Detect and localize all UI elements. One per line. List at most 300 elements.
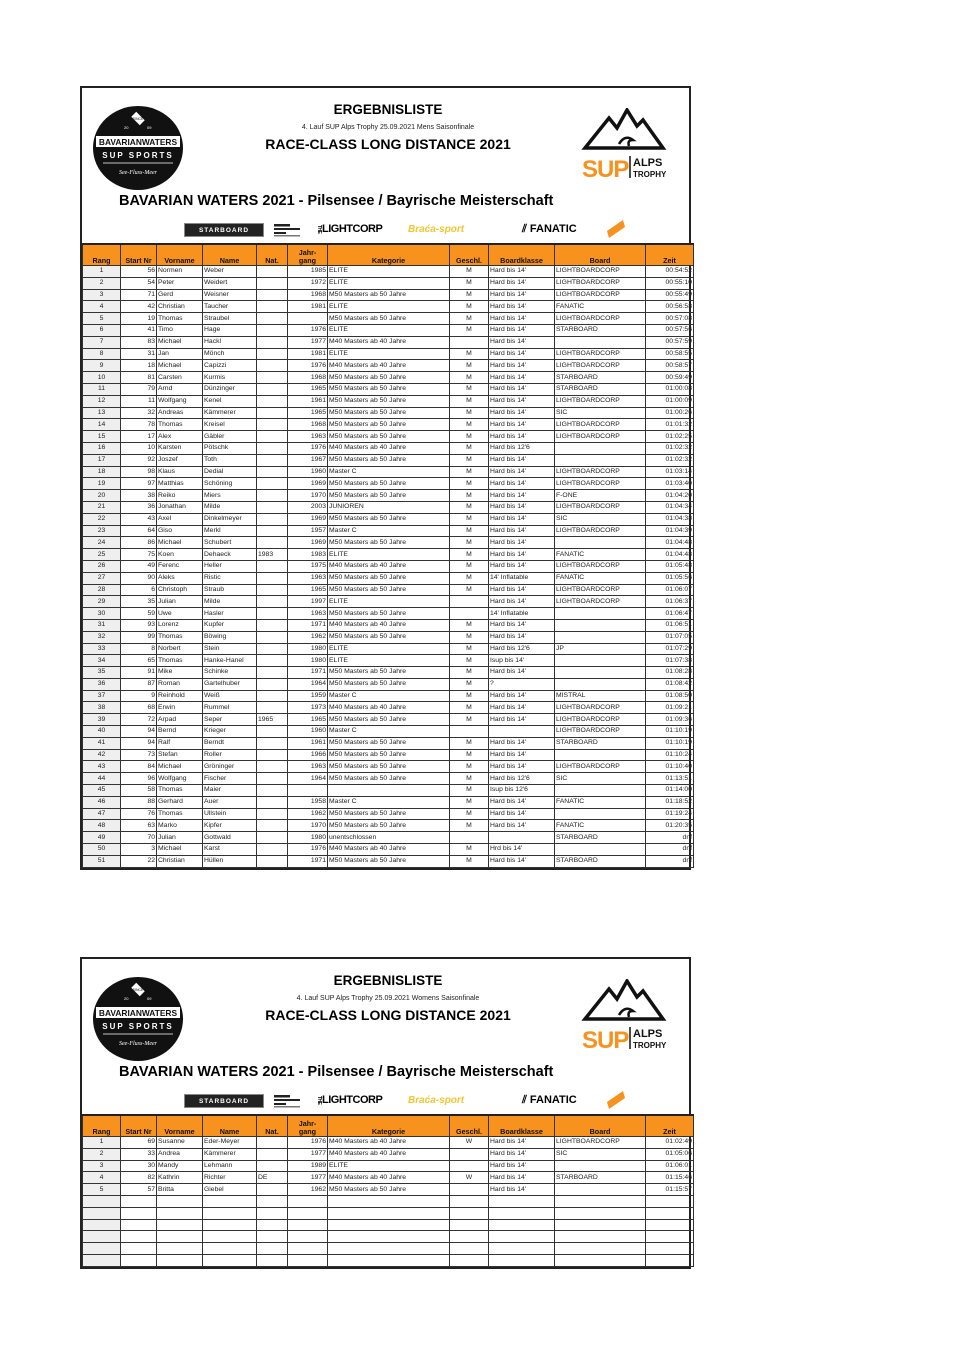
cell-geschlecht: M [450,395,489,407]
cell-name: Eder-Meyer [203,1137,257,1149]
cell-start-nr: 49 [121,560,157,572]
table-row [83,608,694,620]
sheet-header [82,88,689,243]
cell-vorname: Normen [157,266,203,278]
column-header-geschlecht: Geschl. [450,244,489,266]
column-header-rang: Rang [83,1115,121,1137]
cell-kategorie: Master C [328,726,450,738]
sponsor-bar [182,1090,632,1110]
cell-geschlecht: M [450,549,489,561]
cell-rang: 18 [83,466,121,478]
cell-jahrgang: 1976 [288,324,328,336]
cell-vorname: Gerhard [157,796,203,808]
cell-vorname: Thomas [157,785,203,797]
sup-alps-trophy-logo-icon [579,979,667,1053]
lightcorp-logo-text: LIGHTCORP [322,223,383,235]
cell-name: Weisner [203,289,257,301]
results-sheet-women [80,957,691,1269]
cell-boardklasse: Hard bis 14' [489,549,555,561]
cell-vorname: Thomas [157,808,203,820]
cell-name: Milde [203,501,257,513]
cell-kategorie: M50 Masters ab 50 Jahre [328,855,450,867]
cell-name: Heller [203,560,257,572]
cell-start-nr: 19 [121,313,157,325]
cell-jahrgang: 1977 [288,336,328,348]
cell-jahrgang: 1967 [288,454,328,466]
cell-zeit: 00:55:10 [646,277,694,289]
cell-rang: 16 [83,442,121,454]
cell-geschlecht [450,336,489,348]
cell-start-nr: 64 [121,525,157,537]
cell-start-nr: 81 [121,372,157,384]
cell-nat [257,324,288,336]
cell-kategorie: M50 Masters ab 50 Jahre [328,761,450,773]
logo-alps-text: ALPS [633,157,663,169]
cell-kategorie [328,1243,450,1255]
cell-geschlecht: M [450,301,489,313]
cell-name: Seper [203,714,257,726]
cell-geschlecht: M [450,490,489,502]
cell-boardklasse: Hard bis 14' [489,336,555,348]
cell-zeit: 01:04:38 [646,513,694,525]
cell-zeit: 00:57:59 [646,336,694,348]
cell-jahrgang: 1972 [288,277,328,289]
cell-boardklasse: Hard bis 14' [489,407,555,419]
cell-rang: 4 [83,301,121,313]
cell-zeit: 01:20:35 [646,820,694,832]
column-header-nat: Nat. [257,244,288,266]
lightcorp-prefix: THE [316,224,322,234]
cell-vorname [157,1219,203,1231]
cell-geschlecht: M [450,466,489,478]
cell-nat [257,407,288,419]
cell-zeit: 01:13:51 [646,773,694,785]
cell-jahrgang: 1976 [288,844,328,856]
cell-jahrgang: 1980 [288,832,328,844]
column-header-kategorie: Kategorie [328,1115,450,1137]
cell-zeit: 01:10:40 [646,761,694,773]
cell-geschlecht: M [450,454,489,466]
cell-jahrgang: 1969 [288,537,328,549]
logo-since: SINCE [132,988,144,992]
cell-jahrgang: 1968 [288,419,328,431]
cell-vorname: Ralf [157,737,203,749]
cell-nat [257,383,288,395]
cell-name: Hackl [203,336,257,348]
cell-board [555,336,646,348]
cell-geschlecht: M [450,501,489,513]
cell-name: Gartelhuber [203,678,257,690]
cell-geschlecht: M [450,678,489,690]
cell-vorname: Matthias [157,478,203,490]
cell-board: LIGHTBOARDCORP [555,761,646,773]
cell-zeit: 01:09:21 [646,702,694,714]
cell-jahrgang: 1963 [288,608,328,620]
cell-boardklasse: Hard bis 14' [489,631,555,643]
cell-zeit: 01:05:56 [646,572,694,584]
cell-kategorie: M50 Masters ab 50 Jahre [328,372,450,384]
cell-zeit: 01:00:08 [646,383,694,395]
cell-rang [83,1219,121,1231]
cell-geschlecht: M [450,572,489,584]
table-row [83,832,694,844]
cell-rang: 47 [83,808,121,820]
cell-rang: 8 [83,348,121,360]
cell-kategorie: M40 Masters ab 40 Jahre [328,844,450,856]
cell-start-nr: 90 [121,572,157,584]
cell-vorname: Karsten [157,442,203,454]
cell-boardklasse [489,1195,555,1207]
cell-jahrgang: 1958 [288,796,328,808]
table-row [83,572,694,584]
cell-vorname: Jan [157,348,203,360]
cell-board [555,667,646,679]
cell-start-nr: 78 [121,419,157,431]
event-title: BAVARIAN WATERS 2021 - Pilsensee / Bayrische Meisterschaft [119,1064,554,1080]
column-header-zeit: Zeit [646,1115,694,1137]
cell-kategorie: ELITE [328,266,450,278]
cell-zeit: 00:58:55 [646,348,694,360]
cell-geschlecht [450,1243,489,1255]
cell-jahrgang: 1962 [288,808,328,820]
cell-rang: 39 [83,714,121,726]
cell-rang: 41 [83,737,121,749]
cell-board [555,749,646,761]
cell-geschlecht: M [450,348,489,360]
column-header-boardklasse: Boardklasse [489,244,555,266]
cell-geschlecht [450,726,489,738]
cell-start-nr: 82 [121,1172,157,1184]
cell-geschlecht: M [450,313,489,325]
cell-geschlecht [450,596,489,608]
cell-zeit: 01:07:29 [646,643,694,655]
cell-geschlecht [450,1207,489,1219]
cell-start-nr: 94 [121,726,157,738]
cell-board: LIGHTBOARDCORP [555,313,646,325]
cell-board: LIGHTBOARDCORP [555,289,646,301]
cell-board: LIGHTBOARDCORP [555,1137,646,1149]
cell-nat [257,844,288,856]
cell-geschlecht: M [450,690,489,702]
jahrgang-line2: gang [298,256,317,265]
race-subtitle: 4. Lauf SUP Alps Trophy 25.09.2021 Mens Saisonfinale [301,124,475,131]
cell-nat [257,619,288,631]
cell-zeit [646,1219,694,1231]
cell-board [555,655,646,667]
cell-nat [257,572,288,584]
cell-kategorie [328,1219,450,1231]
cell-kategorie: M50 Masters ab 50 Jahre [328,749,450,761]
cell-zeit: 01:00:09 [646,395,694,407]
cell-kategorie: M50 Masters ab 50 Jahre [328,395,450,407]
jahrgang-line1: Jahr- [298,248,317,257]
cell-kategorie: Master C [328,690,450,702]
cell-kategorie: unentschlossen [328,832,450,844]
cell-start-nr: 11 [121,395,157,407]
orange-brand-logo-icon [604,219,628,239]
table-row [83,667,694,679]
column-header-geschlecht: Geschl. [450,1115,489,1137]
cell-kategorie: JUNIOREN [328,501,450,513]
cell-rang: 22 [83,513,121,525]
cell-name: Ullstein [203,808,257,820]
cell-nat [257,1184,288,1196]
cell-kategorie: M50 Masters ab 50 Jahre [328,572,450,584]
cell-name: Rummel [203,702,257,714]
cell-jahrgang: 1960 [288,726,328,738]
cell-boardklasse: Hard bis 14' [489,454,555,466]
cell-boardklasse: Hard bis 12'6 [489,773,555,785]
cell-jahrgang: 1961 [288,395,328,407]
cell-nat [257,478,288,490]
column-header-board: Board [555,1115,646,1137]
column-header-vorname: Vorname [157,1115,203,1137]
cell-rang [83,1243,121,1255]
cell-rang: 48 [83,820,121,832]
cell-vorname: Thomas [157,419,203,431]
cell-board: LIGHTBOARDCORP [555,478,646,490]
cell-start-nr: 31 [121,348,157,360]
table-row [83,1219,694,1231]
cell-nat [257,596,288,608]
cell-geschlecht: M [450,631,489,643]
cell-board: LIGHTBOARDCORP [555,501,646,513]
cell-boardklasse: Hard bis 14' [489,490,555,502]
cell-name: Gäbler [203,431,257,443]
cell-zeit: 01:07:05 [646,631,694,643]
cell-geschlecht [450,1184,489,1196]
cell-rang: 50 [83,844,121,856]
braca-logo-text: Braća-sport [408,1094,465,1106]
cell-board: FANATIC [555,301,646,313]
race-class-title: RACE-CLASS LONG DISTANCE 2021 [265,1007,511,1023]
cell-name: Stein [203,643,257,655]
table-row [83,1207,694,1219]
cell-nat [257,1243,288,1255]
cell-boardklasse: 14' Inflatable [489,608,555,620]
results-table [82,243,694,868]
cell-nat [257,501,288,513]
cell-vorname: Erwin [157,702,203,714]
cell-jahrgang: 1971 [288,619,328,631]
cell-name: Krieger [203,726,257,738]
column-header-jahrgang [288,244,328,266]
cell-nat: 1965 [257,714,288,726]
table-header-row [83,244,694,266]
cell-jahrgang [288,1219,328,1231]
table-row [83,289,694,301]
cell-zeit: 01:02:32 [646,454,694,466]
cell-zeit: 01:03:40 [646,478,694,490]
cell-vorname: Mandy [157,1160,203,1172]
orange-brand-logo-icon [604,1090,628,1110]
table-row [83,820,694,832]
cell-vorname: Marko [157,820,203,832]
cell-geschlecht: M [450,773,489,785]
cell-zeit: 00:58:57 [646,360,694,372]
cell-kategorie: ELITE [328,301,450,313]
cell-boardklasse: Hard bis 14' [489,537,555,549]
cell-boardklasse: Hard bis 14' [489,690,555,702]
cell-boardklasse [489,1207,555,1219]
cell-board: LIGHTBOARDCORP [555,560,646,572]
cell-rang: 6 [83,324,121,336]
cell-zeit: 01:08:42 [646,678,694,690]
cell-kategorie: M40 Masters ab 40 Jahre [328,442,450,454]
cell-board [555,844,646,856]
cell-start-nr: 71 [121,289,157,301]
cell-board: LIGHTBOARDCORP [555,431,646,443]
cell-jahrgang [288,1254,328,1266]
cell-vorname: Roman [157,678,203,690]
cell-vorname: Arnd [157,383,203,395]
cell-boardklasse: Hard bis 14' [489,513,555,525]
cell-kategorie: M50 Masters ab 50 Jahre [328,478,450,490]
cell-geschlecht: M [450,266,489,278]
cell-board [555,1231,646,1243]
table-row [83,1172,694,1184]
fanatic-logo [522,219,577,239]
cell-start-nr: 87 [121,678,157,690]
cell-boardklasse: Hard bis 14' [489,360,555,372]
cell-nat [257,513,288,525]
logo-since: SINCE [132,117,144,121]
cell-kategorie: M50 Masters ab 50 Jahre [328,407,450,419]
cell-nat [257,1160,288,1172]
cell-board: SIC [555,773,646,785]
table-row [83,796,694,808]
cell-kategorie [328,785,450,797]
cell-vorname [157,1207,203,1219]
cell-vorname: Axel [157,513,203,525]
cell-zeit: 01:05:06 [646,1148,694,1160]
cell-board: LIGHTBOARDCORP [555,584,646,596]
cell-vorname: Timo [157,324,203,336]
cell-boardklasse: Hard bis 14' [489,796,555,808]
cell-vorname: Ferenc [157,560,203,572]
results-sheet-men [80,86,691,870]
cell-jahrgang: 1962 [288,631,328,643]
cell-kategorie: M50 Masters ab 50 Jahre [328,584,450,596]
table-row [83,761,694,773]
cell-start-nr: 69 [121,1137,157,1149]
cell-kategorie: ELITE [328,655,450,667]
cell-vorname: Carsten [157,372,203,384]
cell-geschlecht: M [450,407,489,419]
cell-board: MISTRAL [555,690,646,702]
cell-rang: 27 [83,572,121,584]
cell-start-nr: 43 [121,513,157,525]
cell-geschlecht: M [450,855,489,867]
cell-board: STARBOARD [555,737,646,749]
cell-rang [83,1231,121,1243]
cell-vorname: Koen [157,549,203,561]
cell-nat [257,678,288,690]
cell-geschlecht: M [450,737,489,749]
cell-name: Maier [203,785,257,797]
cell-boardklasse [489,1219,555,1231]
cell-jahrgang: 1963 [288,761,328,773]
cell-zeit: 01:04:20 [646,490,694,502]
cell-kategorie: ELITE [328,643,450,655]
cell-nat [257,773,288,785]
cell-boardklasse [489,1231,555,1243]
cell-jahrgang: 1961 [288,737,328,749]
cell-jahrgang: 2003 [288,501,328,513]
logo-year-a: 20 [124,996,129,1001]
cell-rang: 42 [83,749,121,761]
logo-tagline: See-Fluss-Meer [119,1041,157,1047]
cell-vorname: Klaus [157,466,203,478]
cell-name: Giebel [203,1184,257,1196]
cell-board: STARBOARD [555,383,646,395]
cell-nat [257,301,288,313]
cell-name: Merkl [203,525,257,537]
cell-boardklasse: Hard bis 14' [489,313,555,325]
cell-kategorie: M40 Masters ab 40 Jahre [328,1172,450,1184]
cell-start-nr [121,1195,157,1207]
table-row [83,407,694,419]
table-row [83,702,694,714]
cell-start-nr [121,1219,157,1231]
cell-geschlecht [450,1231,489,1243]
cell-zeit: 01:19:24 [646,808,694,820]
cell-rang: 5 [83,1184,121,1196]
cell-start-nr: 35 [121,596,157,608]
cell-start-nr: 92 [121,454,157,466]
cell-board [555,1254,646,1266]
cell-jahrgang: 1960 [288,466,328,478]
cell-kategorie: M50 Masters ab 50 Jahre [328,419,450,431]
cell-jahrgang: 1989 [288,1160,328,1172]
cell-nat: 1983 [257,549,288,561]
cell-jahrgang: 1976 [288,1137,328,1149]
cell-vorname: Kathrin [157,1172,203,1184]
cell-nat [257,1148,288,1160]
cell-kategorie: Master C [328,525,450,537]
column-header-boardklasse: Boardklasse [489,1115,555,1137]
results-table [82,1114,694,1267]
cell-start-nr: 76 [121,808,157,820]
cell-geschlecht: M [450,785,489,797]
cell-boardklasse [489,832,555,844]
cell-geschlecht: M [450,537,489,549]
cell-boardklasse: Hard bis 14' [489,761,555,773]
cell-rang: 26 [83,560,121,572]
starboard-logo-text: STARBOARD [198,1097,250,1105]
cell-zeit: 01:09:36 [646,714,694,726]
table-row [83,808,694,820]
cell-jahrgang: 1965 [288,714,328,726]
cell-rang: 34 [83,655,121,667]
cell-name: Weiß [203,690,257,702]
cell-board [555,454,646,466]
cell-start-nr: 91 [121,667,157,679]
cell-board [555,442,646,454]
table-row [83,525,694,537]
cell-kategorie: Master C [328,466,450,478]
cell-nat [257,336,288,348]
cell-jahrgang: 1971 [288,855,328,867]
cell-geschlecht: M [450,442,489,454]
cell-board: FANATIC [555,572,646,584]
cell-zeit: 01:06:47 [646,608,694,620]
table-row [83,419,694,431]
cell-jahrgang: 1980 [288,643,328,655]
cell-zeit: 01:06:51 [646,619,694,631]
cell-vorname [157,1243,203,1255]
cell-geschlecht: M [450,820,489,832]
